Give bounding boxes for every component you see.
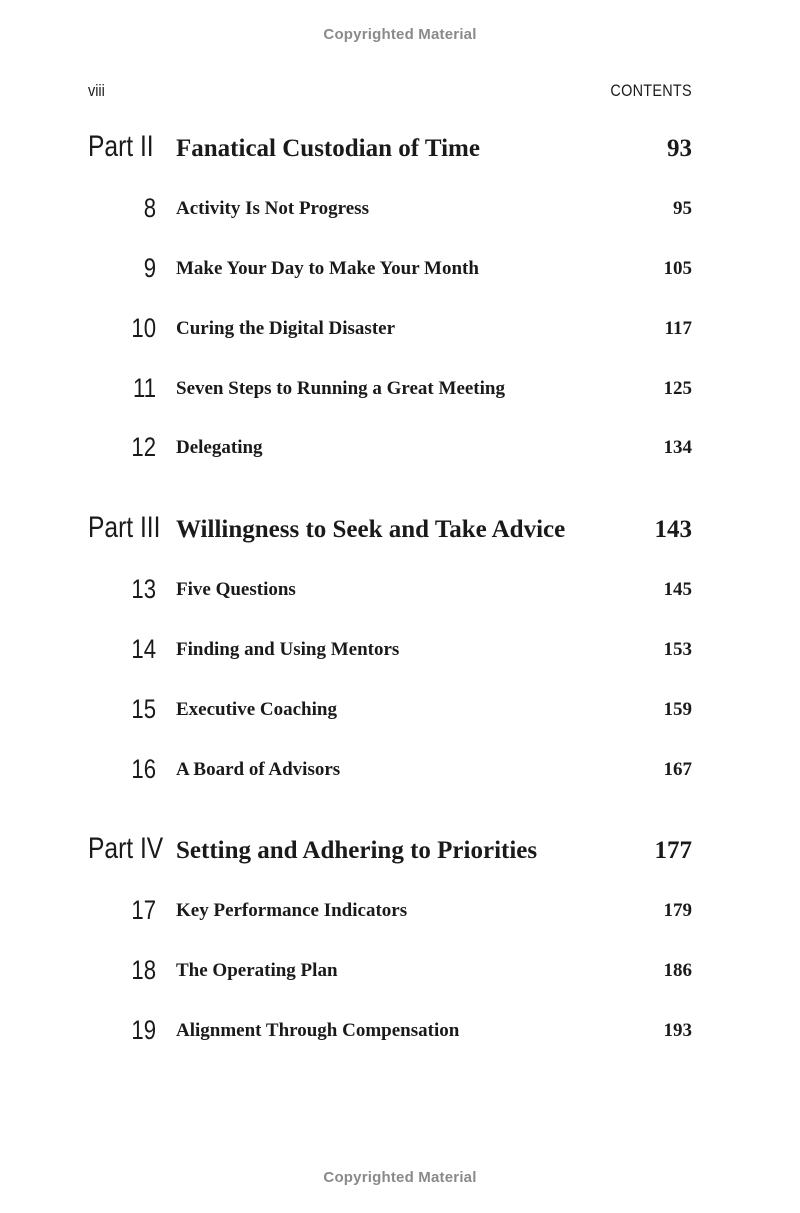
chapter-number: 8	[143, 193, 156, 223]
part-label: Part IV	[88, 832, 164, 865]
part-label: Part III	[88, 511, 161, 544]
chapter-title: Five Questions	[176, 579, 296, 600]
chapter-page-number: 167	[663, 759, 692, 780]
chapter-page-number: 105	[663, 258, 692, 279]
chapter-title: Finding and Using Mentors	[176, 639, 400, 660]
chapter-page-number: 179	[663, 900, 692, 921]
part-page-number: 143	[654, 516, 692, 543]
part-page-number: 177	[654, 837, 692, 864]
chapter-title: Executive Coaching	[176, 699, 337, 720]
running-head-section: CONTENTS	[610, 81, 692, 100]
part-title: Setting and Adhering to Priorities	[176, 837, 538, 864]
chapter-title: A Board of Advisors	[176, 759, 341, 780]
chapter-title: Alignment Through Compensation	[176, 1020, 460, 1041]
part-label: Part II	[88, 130, 154, 163]
chapter-title: Key Performance Indicators	[176, 900, 408, 921]
chapter-number: 13	[131, 574, 156, 604]
chapter-page-number: 159	[663, 699, 692, 720]
chapter-number: 14	[131, 634, 156, 664]
chapter-title: Delegating	[176, 437, 263, 458]
chapter-title: Make Your Day to Make Your Month	[176, 258, 479, 279]
chapter-page-number: 134	[663, 437, 692, 458]
chapter-number: 9	[143, 253, 156, 283]
part-page-number: 93	[667, 135, 692, 162]
chapter-number: 15	[131, 694, 156, 724]
chapter-page-number: 153	[663, 639, 692, 660]
chapter-title: The Operating Plan	[176, 960, 338, 981]
chapter-page-number: 186	[663, 960, 692, 981]
chapter-page-number: 193	[663, 1020, 692, 1041]
chapter-title: Curing the Digital Disaster	[176, 318, 396, 339]
chapter-page-number: 117	[664, 318, 692, 339]
chapter-number: 12	[131, 432, 156, 462]
chapter-title: Activity Is Not Progress	[176, 198, 369, 219]
chapter-number: 11	[133, 373, 156, 403]
running-head	[88, 81, 692, 103]
chapter-page-number: 95	[673, 198, 692, 219]
running-head-page-number: viii	[88, 81, 105, 100]
chapter-number: 10	[131, 313, 156, 343]
watermark-bottom: Copyrighted Material	[323, 1169, 477, 1186]
chapter-page-number: 145	[663, 579, 692, 600]
chapter-number: 19	[131, 1015, 156, 1045]
chapter-title: Seven Steps to Running a Great Meeting	[176, 378, 505, 399]
chapter-number: 18	[131, 955, 156, 985]
chapter-page-number: 125	[663, 378, 692, 399]
part-title: Fanatical Custodian of Time	[176, 135, 480, 162]
part-title: Willingness to Seek and Take Advice	[176, 516, 566, 543]
watermark-top: Copyrighted Material	[323, 26, 477, 43]
chapter-number: 16	[131, 754, 156, 784]
chapter-number: 17	[131, 895, 156, 925]
